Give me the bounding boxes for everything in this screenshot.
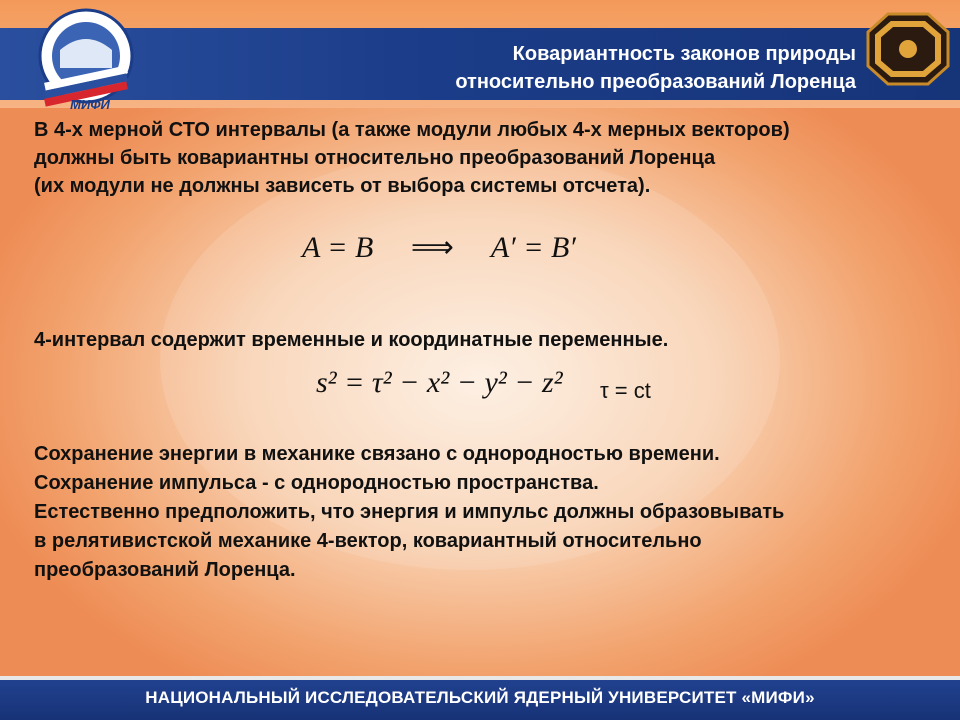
paragraph-line: (их модули не должны зависеть от выбора системы отсчета).: [34, 175, 651, 197]
paragraph-covariance: [34, 116, 790, 200]
paragraph-line: Сохранение энергии в механике связано с однородностью времени.: [34, 443, 720, 465]
paragraph-conservation: [34, 440, 784, 585]
paragraph-interval: [34, 326, 668, 354]
formula-right: A′ = B′: [490, 231, 576, 264]
paragraph-line: преобразований Лоренца.: [34, 559, 296, 581]
octagon-emblem: [866, 12, 950, 86]
implies-arrow: ⟹: [410, 231, 454, 264]
paragraph-line: 4-интервал содержит временные и координатные переменные.: [34, 329, 669, 351]
paragraph-line: В 4-х мерной СТО интервалы (а также модули любых 4-х мерных векторов): [34, 119, 790, 141]
slide-title: [336, 40, 856, 96]
paragraph-line: должны быть ковариантны относительно преобразований Лоренца: [34, 147, 716, 169]
paragraph-line: Естественно предположить, что энергия и импульс должны образовывать: [34, 501, 785, 523]
formula-left: A = B: [302, 231, 374, 264]
paragraph-line: Сохранение импульса - с однородностью пространства.: [34, 472, 599, 494]
university-logo: [30, 6, 150, 112]
title-line-1: Ковариантность законов природы: [512, 43, 856, 65]
logo-caption: МИФИ: [70, 97, 110, 112]
title-line-2: относительно преобразований Лоренца: [455, 71, 856, 93]
paragraph-line: в релятивистской механике 4-вектор, ковариантный относительно: [34, 530, 702, 552]
formula-equality: [302, 230, 576, 265]
formula-interval: s² = τ² − x² − y² − z²: [316, 366, 563, 399]
footer-text: НАЦИОНАЛЬНЫЙ ИССЛЕДОВАТЕЛЬСКИЙ ЯДЕРНЫЙ УНИВЕРСИТЕТ «МИФИ»: [145, 688, 815, 707]
tau-definition: τ = ct: [600, 378, 651, 403]
